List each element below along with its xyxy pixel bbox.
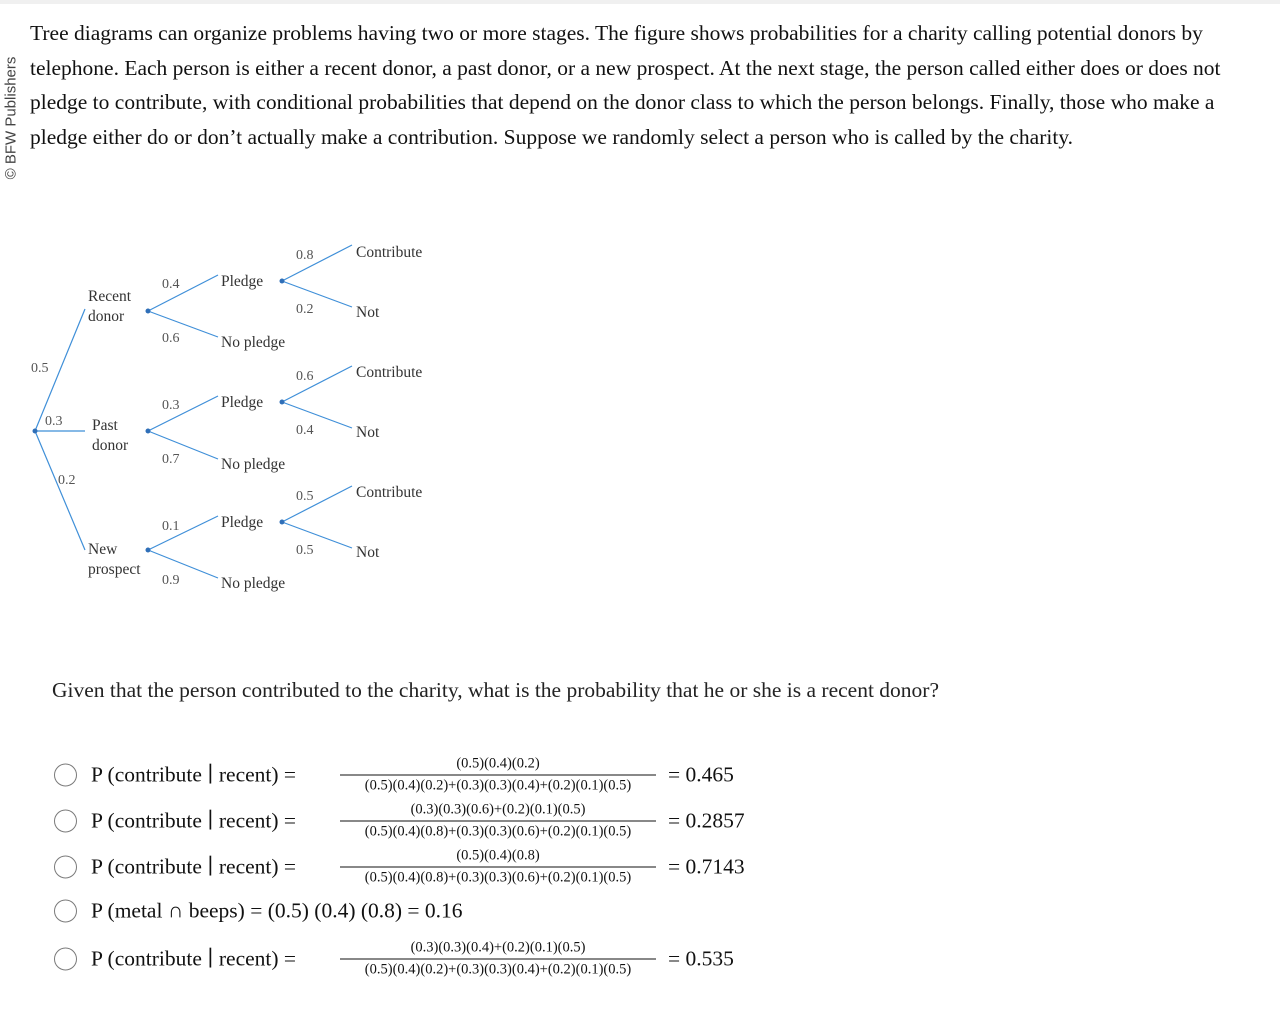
label-recent-nopledge: No pledge — [221, 334, 286, 351]
option-result: = 0.535 — [668, 946, 734, 971]
branch-new-pledge — [148, 516, 218, 550]
label-new-line1: New — [88, 541, 118, 558]
branch-root-new — [35, 431, 85, 550]
recent-pledge-node — [280, 279, 285, 284]
fraction-numerator: (0.5)(0.4)(0.2) — [456, 755, 540, 772]
branch-new-contribute — [282, 486, 352, 522]
label-new-not: Not — [356, 544, 380, 561]
radio-button[interactable] — [54, 900, 77, 923]
label-recent-line2: donor — [88, 308, 125, 325]
fraction-numerator: (0.5)(0.4)(0.8) — [456, 847, 540, 864]
option-lhs: P (contribute ∣ recent) = — [91, 946, 297, 971]
past-node — [146, 429, 151, 434]
new-node — [146, 548, 151, 553]
branch-recent-not — [282, 281, 352, 307]
label-recent-pledge: Pledge — [221, 273, 264, 290]
radio-button[interactable] — [54, 810, 77, 833]
prob-past-contribute: 0.6 — [296, 369, 314, 384]
label-new-nopledge: No pledge — [221, 575, 286, 592]
option-result: = 0.7143 — [668, 854, 745, 879]
branch-past-nopledge — [148, 431, 218, 459]
radio-button[interactable] — [54, 948, 77, 971]
option-lhs: P (contribute ∣ recent) = — [91, 808, 297, 833]
question-text: Given that the person contributed to the charity, what is the probability that he or she is a recent donor? — [52, 678, 940, 702]
label-recent-not: Not — [356, 304, 380, 321]
branch-new-not — [282, 522, 352, 548]
top-divider — [0, 0, 1280, 4]
prob-recent: 0.5 — [31, 361, 49, 376]
label-recent-line1: Recent — [88, 288, 132, 305]
label-past-contribute: Contribute — [356, 364, 423, 381]
past-pledge-node — [280, 400, 285, 405]
branch-recent-nopledge — [148, 311, 218, 337]
prob-past-not: 0.4 — [296, 423, 314, 438]
branch-new-nopledge — [148, 550, 218, 578]
radio-button[interactable] — [54, 856, 77, 879]
fraction — [340, 802, 656, 841]
branch-past-contribute — [282, 366, 352, 402]
label-new-line2: prospect — [88, 561, 141, 578]
prob-new-nopledge: 0.9 — [162, 573, 180, 588]
publisher-credit: © BFW Publishers — [2, 56, 20, 180]
prob-past: 0.3 — [45, 414, 63, 429]
fraction-denominator: (0.5)(0.4)(0.2)+(0.3)(0.3)(0.4)+(0.2)(0.1)(0.5) — [364, 961, 632, 978]
label-past-pledge: Pledge — [221, 394, 264, 411]
fraction-denominator: (0.5)(0.4)(0.2)+(0.3)(0.3)(0.4)+(0.2)(0.1)(0.5) — [364, 777, 632, 794]
fraction-numerator: (0.3)(0.3)(0.6)+(0.2)(0.1)(0.5) — [410, 801, 586, 818]
fraction — [340, 848, 656, 887]
label-recent-contribute: Contribute — [356, 244, 423, 261]
radio-button[interactable] — [54, 764, 77, 787]
option-text: P (metal ∩ beeps) = (0.5) (0.4) (0.8) = 0.16 — [91, 898, 463, 923]
prob-new: 0.2 — [58, 473, 76, 488]
prob-recent-pledge: 0.4 — [162, 277, 180, 292]
prob-past-pledge: 0.3 — [162, 398, 180, 413]
option-lhs: P (contribute ∣ recent) = — [91, 854, 297, 879]
prob-recent-nopledge: 0.6 — [162, 331, 180, 346]
prob-recent-not: 0.2 — [296, 302, 314, 317]
option-result: = 0.2857 — [668, 808, 745, 833]
prob-new-pledge: 0.1 — [162, 519, 180, 534]
label-past-line1: Past — [92, 417, 118, 434]
branch-past-pledge — [148, 396, 218, 431]
label-past-line2: donor — [92, 437, 129, 454]
branch-recent-contribute — [282, 245, 352, 281]
label-new-pledge: Pledge — [221, 514, 264, 531]
prob-new-contribute: 0.5 — [296, 489, 314, 504]
recent-node — [146, 309, 151, 314]
problem-intro: Tree diagrams can organize problems having two or more stages. The figure shows probabilities for a charity calling potential donors by telephone. Each person is either a recent donor, a past donor, or a new prospect. At the next stage, the person called either does or does not pledge to contribute, with conditional probabilities that depend on the donor class to which the person belongs. Finally, those who make a pledge either do or don’t actually make a contribution. Suppose we randomly select a person who is called by the charity. — [30, 21, 1221, 149]
label-new-contribute: Contribute — [356, 484, 423, 501]
branch-past-not — [282, 402, 352, 428]
tree-diagram — [0, 225, 460, 605]
option-lhs: P (contribute ∣ recent) = — [91, 762, 297, 787]
prob-new-not: 0.5 — [296, 543, 314, 558]
fraction — [340, 756, 656, 795]
label-past-not: Not — [356, 424, 380, 441]
fraction-numerator: (0.3)(0.3)(0.4)+(0.2)(0.1)(0.5) — [410, 939, 586, 956]
label-past-nopledge: No pledge — [221, 456, 286, 473]
fraction — [340, 940, 656, 979]
prob-past-nopledge: 0.7 — [162, 452, 180, 467]
fraction-denominator: (0.5)(0.4)(0.8)+(0.3)(0.3)(0.6)+(0.2)(0.1)(0.5) — [364, 869, 632, 886]
new-pledge-node — [280, 520, 285, 525]
root-node — [33, 429, 38, 434]
branch-recent-pledge — [148, 275, 218, 311]
option-result: = 0.465 — [668, 762, 734, 787]
fraction-denominator: (0.5)(0.4)(0.8)+(0.3)(0.3)(0.6)+(0.2)(0.1)(0.5) — [364, 823, 632, 840]
prob-recent-contribute: 0.8 — [296, 248, 314, 263]
